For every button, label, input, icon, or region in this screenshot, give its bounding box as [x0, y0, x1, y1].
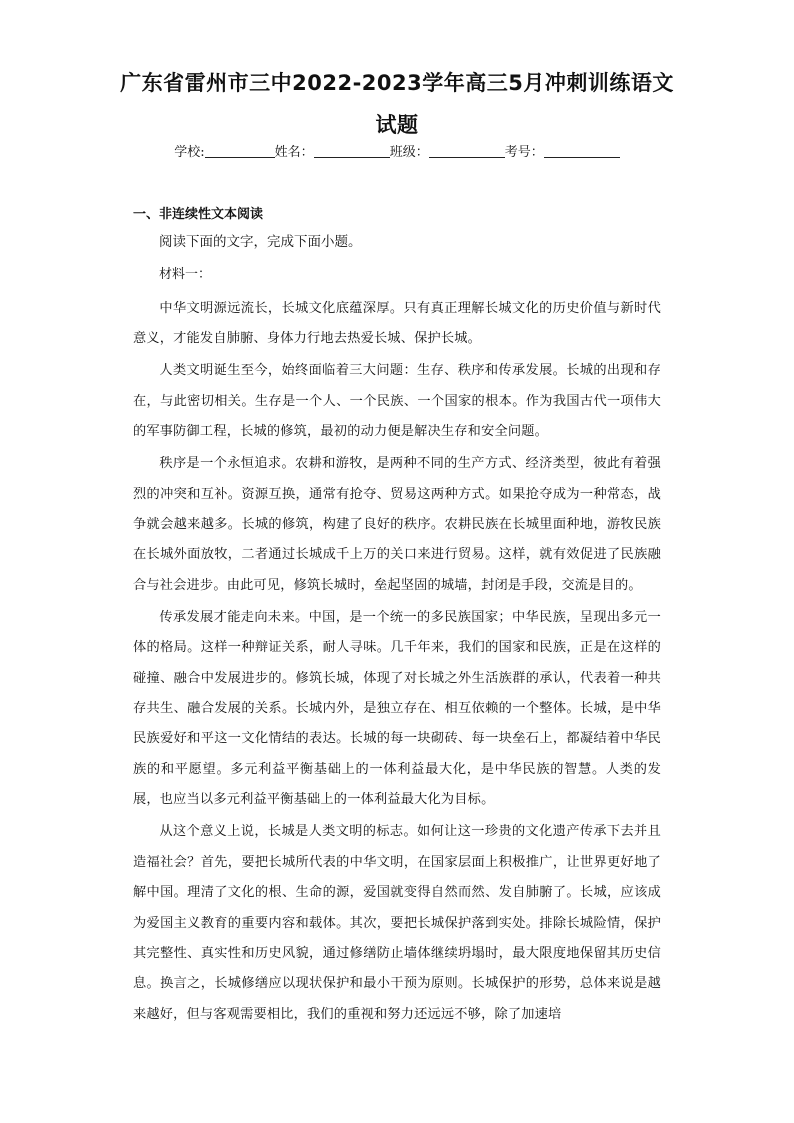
reading-instruction: 阅读下面的文字，完成下面小题。	[159, 234, 362, 250]
exam-number-blank[interactable]	[544, 143, 620, 158]
school-label: 学校:	[174, 145, 205, 160]
student-info-line	[0, 141, 794, 165]
name-blank[interactable]	[314, 143, 390, 158]
paragraph: 从这个意义上说，长城是人类文明的标志。如何让这一珍贵的文化遗产传承下去并且造福社会？首先，要把长城所代表的中华文明，在国家层面上积极推广，让世界更好地了解中国。理清了文化的根、生命的源，爱国就变得自然而然、发自肺腑了。长城，应该成为爱国主义教育的重要内容和载体。其次，要把长城保护落到实处。排除长城险情，保护其完整性、真实性和历史风貌，通过修缮防止墙体继续坍塌时，最大限度地保留其历史信息。换言之，长城修缮应以现状保护和最小干预为原则。长城保护的形势，总体来说是越来越好，但与客观需要相比，我们的重视和努力还远远不够，除了加速培	[133, 824, 661, 1022]
paragraph: 中华文明源远流长，长城文化底蕴深厚。只有真正理解长城文化的历史价值与新时代意义，才能发自肺腑、身体力行地去热爱长城、保护长城。	[133, 301, 661, 347]
exam-number-label: 考号：	[504, 145, 544, 160]
school-blank[interactable]	[205, 143, 275, 158]
class-label: 班级：	[389, 145, 429, 160]
material-text	[133, 294, 661, 1032]
paragraph: 秩序是一个永恒追求。农耕和游牧，是两种不同的生产方式、经济类型，彼此有着强烈的冲突和互补。资源互换，通常有抢夺、贸易这两种方式。如果抢夺成为一种常态，战争就会越来越多。长城的修筑，构建了良好的秩序。农耕民族在长城里面种地，游牧民族在长城外面放牧，二者通过长城成千上万的关口来进行贸易。这样，就有效促进了民族融合与社会进步。由此可见，修筑长城时，垒起坚固的城墙，封闭是手段，交流是目的。	[133, 456, 661, 593]
paragraph: 传承发展才能走向未来。中国，是一个统一的多民族国家；中华民族，呈现出多元一体的格局。这样一种辩证关系，耐人寻味。几千年来，我们的国家和民族，正是在这样的碰撞、融合中发展进步的。修筑长城，体现了对长城之外生活族群的承认，代表着一种共存共生、融合发展的关系。长城内外，是独立存在、相互依赖的一个整体。长城，是中华民族爱好和平这一文化情结的表达。长城的每一块砌砖、每一块垒石上，都凝结着中华民族的和平愿望。多元利益平衡基础上的一体利益最大化，是中华民族的智慧。人类的发展，也应当以多元利益平衡基础上的一体利益最大化为目标。	[133, 609, 661, 808]
name-label: 姓名：	[274, 145, 314, 160]
section-heading: 一、非连续性文本阅读	[133, 207, 264, 222]
paragraph: 人类文明诞生至今，始终面临着三大问题：生存、秩序和传承发展。长城的出现和存在，与此密切相关。生存是一个人、一个民族、一个国家的根本。作为我国古代一项伟大的军事防御工程，长城的修筑，最初的动力便是解决生存和安全问题。	[133, 363, 661, 440]
class-blank[interactable]	[429, 143, 505, 158]
document-title: 广东省雷州市三中2022-2023学年高三5月冲刺训练语文试题	[120, 71, 674, 137]
material-label: 材料一：	[159, 267, 212, 282]
